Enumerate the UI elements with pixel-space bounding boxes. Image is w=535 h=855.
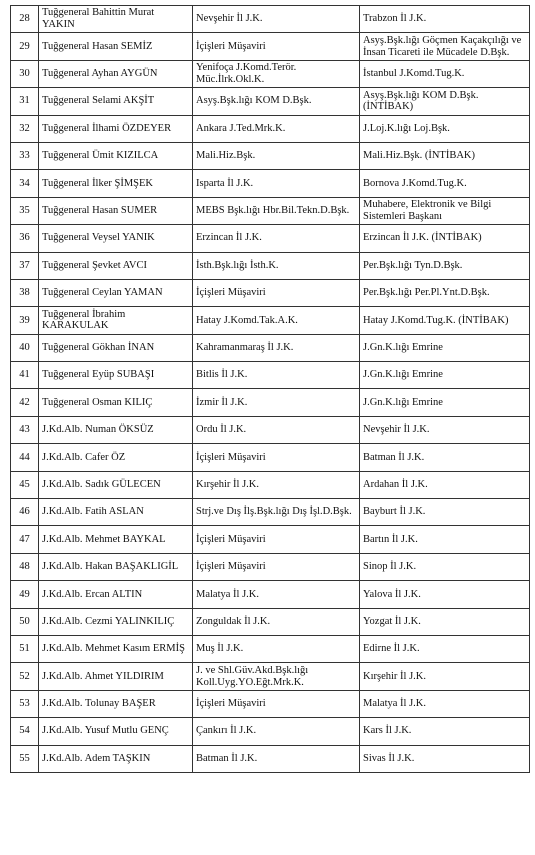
current-post-cell: Bitlis İl J.K.: [193, 362, 360, 389]
table-row: [11, 608, 530, 635]
new-post-cell: Ardahan İl J.K.: [360, 471, 530, 498]
table-row: [11, 553, 530, 580]
current-post-cell: Asyş.Bşk.lığı KOM D.Bşk.: [193, 88, 360, 115]
current-post-cell: Ordu İl J.K.: [193, 416, 360, 443]
current-post-cell: Mali.Hiz.Bşk.: [193, 142, 360, 169]
current-post-cell: Kırşehir İl J.K.: [193, 471, 360, 498]
current-post-cell: İsth.Bşk.lığı İsth.K.: [193, 252, 360, 279]
person-name-cell: J.Kd.Alb. Yusuf Mutlu GENÇ: [39, 718, 193, 745]
row-number-cell: 51: [11, 635, 39, 662]
table-row: [11, 334, 530, 361]
person-name-cell: J.Kd.Alb. Adem TAŞKIN: [39, 745, 193, 772]
new-post-cell: Hatay J.Komd.Tug.K. (İNTİBAK): [360, 307, 530, 334]
table-row: [11, 444, 530, 471]
new-post-cell: Asyş.Bşk.lığı KOM D.Bşk. (İNTİBAK): [360, 88, 530, 115]
new-post-cell: Asyş.Bşk.lığı Göçmen Kaçakçılığı ve İnsan Ticareti ile Mücadele D.Bşk.: [360, 33, 530, 60]
new-post-cell: Erzincan İl J.K. (İNTİBAK): [360, 225, 530, 252]
current-post-cell: MEBS Bşk.lığı Hbr.Bil.Tekn.D.Bşk.: [193, 197, 360, 224]
new-post-cell: Trabzon İl J.K.: [360, 6, 530, 33]
row-number-cell: 49: [11, 581, 39, 608]
person-name-cell: J.Kd.Alb. Cezmi YALINKILIÇ: [39, 608, 193, 635]
current-post-cell: İçişleri Müşaviri: [193, 279, 360, 306]
table-row: [11, 197, 530, 224]
row-number-cell: 54: [11, 718, 39, 745]
new-post-cell: Batman İl J.K.: [360, 444, 530, 471]
person-name-cell: Tuğgeneral Ümit KIZILCA: [39, 142, 193, 169]
row-number-cell: 41: [11, 362, 39, 389]
row-number-cell: 42: [11, 389, 39, 416]
row-number-cell: 43: [11, 416, 39, 443]
current-post-cell: Strj.ve Dış İlş.Bşk.lığı Dış İşl.D.Bşk.: [193, 499, 360, 526]
table-row: [11, 745, 530, 772]
row-number-cell: 31: [11, 88, 39, 115]
table-row: [11, 252, 530, 279]
table-row: [11, 526, 530, 553]
new-post-cell: Muhabere, Elektronik ve Bilgi Sistemleri Başkanı: [360, 197, 530, 224]
row-number-cell: 33: [11, 142, 39, 169]
row-number-cell: 53: [11, 690, 39, 717]
table-row: [11, 663, 530, 690]
current-post-cell: Erzincan İl J.K.: [193, 225, 360, 252]
row-number-cell: 52: [11, 663, 39, 690]
table-row: [11, 416, 530, 443]
current-post-cell: Muş İl J.K.: [193, 635, 360, 662]
table-row: [11, 6, 530, 33]
person-name-cell: J.Kd.Alb. Ahmet YILDIRIM: [39, 663, 193, 690]
row-number-cell: 28: [11, 6, 39, 33]
person-name-cell: Tuğgeneral Eyüp SUBAŞI: [39, 362, 193, 389]
person-name-cell: Tuğgeneral Bahittin Murat YAKIN: [39, 6, 193, 33]
new-post-cell: Sinop İl J.K.: [360, 553, 530, 580]
new-post-cell: J.Loj.K.lığı Loj.Bşk.: [360, 115, 530, 142]
table-row: [11, 635, 530, 662]
person-name-cell: J.Kd.Alb. Mehmet BAYKAL: [39, 526, 193, 553]
table-row: [11, 170, 530, 197]
current-post-cell: İzmir İl J.K.: [193, 389, 360, 416]
new-post-cell: Kırşehir İl J.K.: [360, 663, 530, 690]
row-number-cell: 39: [11, 307, 39, 334]
person-name-cell: J.Kd.Alb. Fatih ASLAN: [39, 499, 193, 526]
row-number-cell: 34: [11, 170, 39, 197]
current-post-cell: Isparta İl J.K.: [193, 170, 360, 197]
appointment-table-body: [11, 6, 530, 773]
new-post-cell: Per.Bşk.lığı Tyn.D.Bşk.: [360, 252, 530, 279]
new-post-cell: Bayburt İl J.K.: [360, 499, 530, 526]
table-row: [11, 33, 530, 60]
row-number-cell: 37: [11, 252, 39, 279]
current-post-cell: Nevşehir İl J.K.: [193, 6, 360, 33]
person-name-cell: Tuğgeneral İlhami ÖZDEYER: [39, 115, 193, 142]
current-post-cell: Çankırı İl J.K.: [193, 718, 360, 745]
row-number-cell: 47: [11, 526, 39, 553]
new-post-cell: Bartın İl J.K.: [360, 526, 530, 553]
row-number-cell: 40: [11, 334, 39, 361]
row-number-cell: 29: [11, 33, 39, 60]
person-name-cell: Tuğgeneral Hasan SUMER: [39, 197, 193, 224]
table-row: [11, 225, 530, 252]
current-post-cell: İçişleri Müşaviri: [193, 33, 360, 60]
person-name-cell: J.Kd.Alb. Mehmet Kasım ERMİŞ: [39, 635, 193, 662]
current-post-cell: İçişleri Müşaviri: [193, 690, 360, 717]
person-name-cell: J.Kd.Alb. Numan ÖKSÜZ: [39, 416, 193, 443]
table-row: [11, 690, 530, 717]
person-name-cell: Tuğgeneral Selami AKŞİT: [39, 88, 193, 115]
table-row: [11, 362, 530, 389]
current-post-cell: Batman İl J.K.: [193, 745, 360, 772]
table-row: [11, 389, 530, 416]
table-row: [11, 499, 530, 526]
person-name-cell: Tuğgeneral İlker ŞİMŞEK: [39, 170, 193, 197]
new-post-cell: J.Gn.K.lığı Emrine: [360, 389, 530, 416]
table-row: [11, 581, 530, 608]
row-number-cell: 45: [11, 471, 39, 498]
new-post-cell: Nevşehir İl J.K.: [360, 416, 530, 443]
row-number-cell: 55: [11, 745, 39, 772]
current-post-cell: Hatay J.Komd.Tak.A.K.: [193, 307, 360, 334]
table-row: [11, 307, 530, 334]
new-post-cell: Edirne İl J.K.: [360, 635, 530, 662]
person-name-cell: Tuğgeneral Ayhan AYGÜN: [39, 60, 193, 87]
person-name-cell: Tuğgeneral İbrahim KARAKULAK: [39, 307, 193, 334]
new-post-cell: Yalova İl J.K.: [360, 581, 530, 608]
table-row: [11, 142, 530, 169]
person-name-cell: Tuğgeneral Gökhan İNAN: [39, 334, 193, 361]
current-post-cell: İçişleri Müşaviri: [193, 444, 360, 471]
current-post-cell: Ankara J.Ted.Mrk.K.: [193, 115, 360, 142]
row-number-cell: 46: [11, 499, 39, 526]
new-post-cell: Malatya İl J.K.: [360, 690, 530, 717]
new-post-cell: Kars İl J.K.: [360, 718, 530, 745]
new-post-cell: Yozgat İl J.K.: [360, 608, 530, 635]
person-name-cell: Tuğgeneral Hasan SEMİZ: [39, 33, 193, 60]
table-row: [11, 279, 530, 306]
person-name-cell: J.Kd.Alb. Sadık GÜLECEN: [39, 471, 193, 498]
person-name-cell: J.Kd.Alb. Ercan ALTIN: [39, 581, 193, 608]
person-name-cell: Tuğgeneral Osman KILIÇ: [39, 389, 193, 416]
new-post-cell: Per.Bşk.lığı Per.Pl.Ynt.D.Bşk.: [360, 279, 530, 306]
row-number-cell: 38: [11, 279, 39, 306]
row-number-cell: 30: [11, 60, 39, 87]
row-number-cell: 48: [11, 553, 39, 580]
table-row: [11, 88, 530, 115]
current-post-cell: Malatya İl J.K.: [193, 581, 360, 608]
new-post-cell: Bornova J.Komd.Tug.K.: [360, 170, 530, 197]
person-name-cell: J.Kd.Alb. Tolunay BAŞER: [39, 690, 193, 717]
new-post-cell: J.Gn.K.lığı Emrine: [360, 334, 530, 361]
row-number-cell: 50: [11, 608, 39, 635]
new-post-cell: Sivas İl J.K.: [360, 745, 530, 772]
current-post-cell: İçişleri Müşaviri: [193, 553, 360, 580]
person-name-cell: J.Kd.Alb. Hakan BAŞAKLIGİL: [39, 553, 193, 580]
person-name-cell: Tuğgeneral Veysel YANIK: [39, 225, 193, 252]
table-row: [11, 718, 530, 745]
current-post-cell: J. ve Shl.Güv.Akd.Bşk.lığı Koll.Uyg.YO.Eğt.Mrk.K.: [193, 663, 360, 690]
person-name-cell: J.Kd.Alb. Cafer ÖZ: [39, 444, 193, 471]
appointment-table: [10, 5, 530, 773]
current-post-cell: Kahramanmaraş İl J.K.: [193, 334, 360, 361]
current-post-cell: Zonguldak İl J.K.: [193, 608, 360, 635]
row-number-cell: 36: [11, 225, 39, 252]
new-post-cell: İstanbul J.Komd.Tug.K.: [360, 60, 530, 87]
table-row: [11, 115, 530, 142]
row-number-cell: 35: [11, 197, 39, 224]
new-post-cell: J.Gn.K.lığı Emrine: [360, 362, 530, 389]
table-row: [11, 60, 530, 87]
current-post-cell: İçişleri Müşaviri: [193, 526, 360, 553]
row-number-cell: 44: [11, 444, 39, 471]
person-name-cell: Tuğgeneral Şevket AVCI: [39, 252, 193, 279]
table-row: [11, 471, 530, 498]
row-number-cell: 32: [11, 115, 39, 142]
person-name-cell: Tuğgeneral Ceylan YAMAN: [39, 279, 193, 306]
new-post-cell: Mali.Hiz.Bşk. (İNTİBAK): [360, 142, 530, 169]
current-post-cell: Yenifoça J.Komd.Terör. Müc.İlrk.Okl.K.: [193, 60, 360, 87]
